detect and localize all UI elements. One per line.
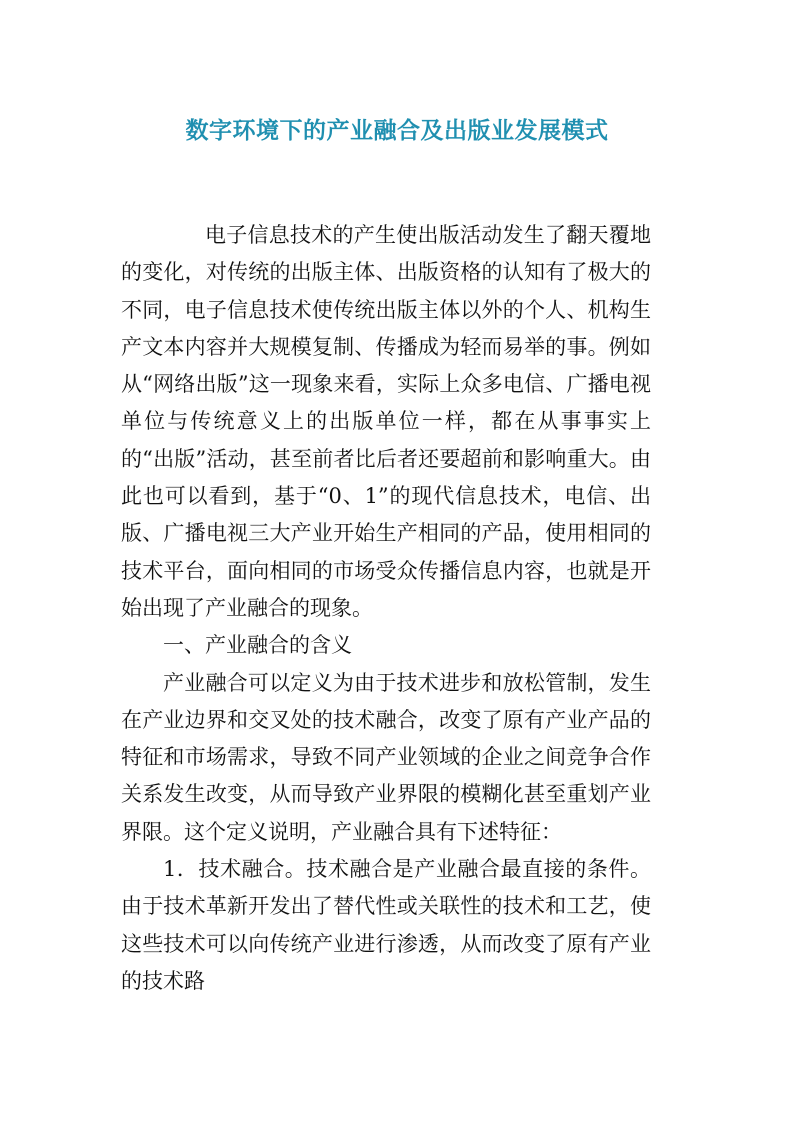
document-title: 数字环境下的产业融合及出版业发展模式 — [185, 117, 609, 144]
section-heading: 一、产业融合的含义 — [163, 633, 352, 658]
paragraph-intro: 电子信息技术的产生使出版活动发生了翻天覆地的变化，对传统的出版主体、出版资格的认知有了极大的不同，电子信息技术使传统出版主体以外的个人、机构生产文本内容并大规模复制、传播成为轻而易举的事。例如从“网络出版”这一现象来看，实际上众多电信、广播电视单位与传统意义上的出版单位一样，都在从事事实上的“出版”活动，甚至前者比后者还要超前和影响重大。由此也可以看到，基于“0、1”的现代信息技术，电信、出版、广播电视三大产业开始生产相同的产品，使用相同的技术平台，面向相同的市场受众传播信息内容，也就是开始出现了产业融合的现象。 — [121, 223, 651, 620]
paragraph-technology-fusion: 1．技术融合。技术融合是产业融合最直接的条件。由于技术革新开发出了替代性或关联性的技术和工艺，使这些技术可以向传统产业进行渗透，从而改变了原有产业的技术路 — [121, 857, 651, 993]
document-body — [121, 217, 651, 1000]
paragraph-definition: 产业融合可以定义为由于技术进步和放松管制，发生在产业边界和交叉处的技术融合，改变了原有产业产品的特征和市场需求，导致不同产业领域的企业之间竞争合作关系发生改变，从而导致产业界限的模糊化甚至重划产业界限。这个定义说明，产业融合具有下述特征： — [121, 670, 651, 844]
